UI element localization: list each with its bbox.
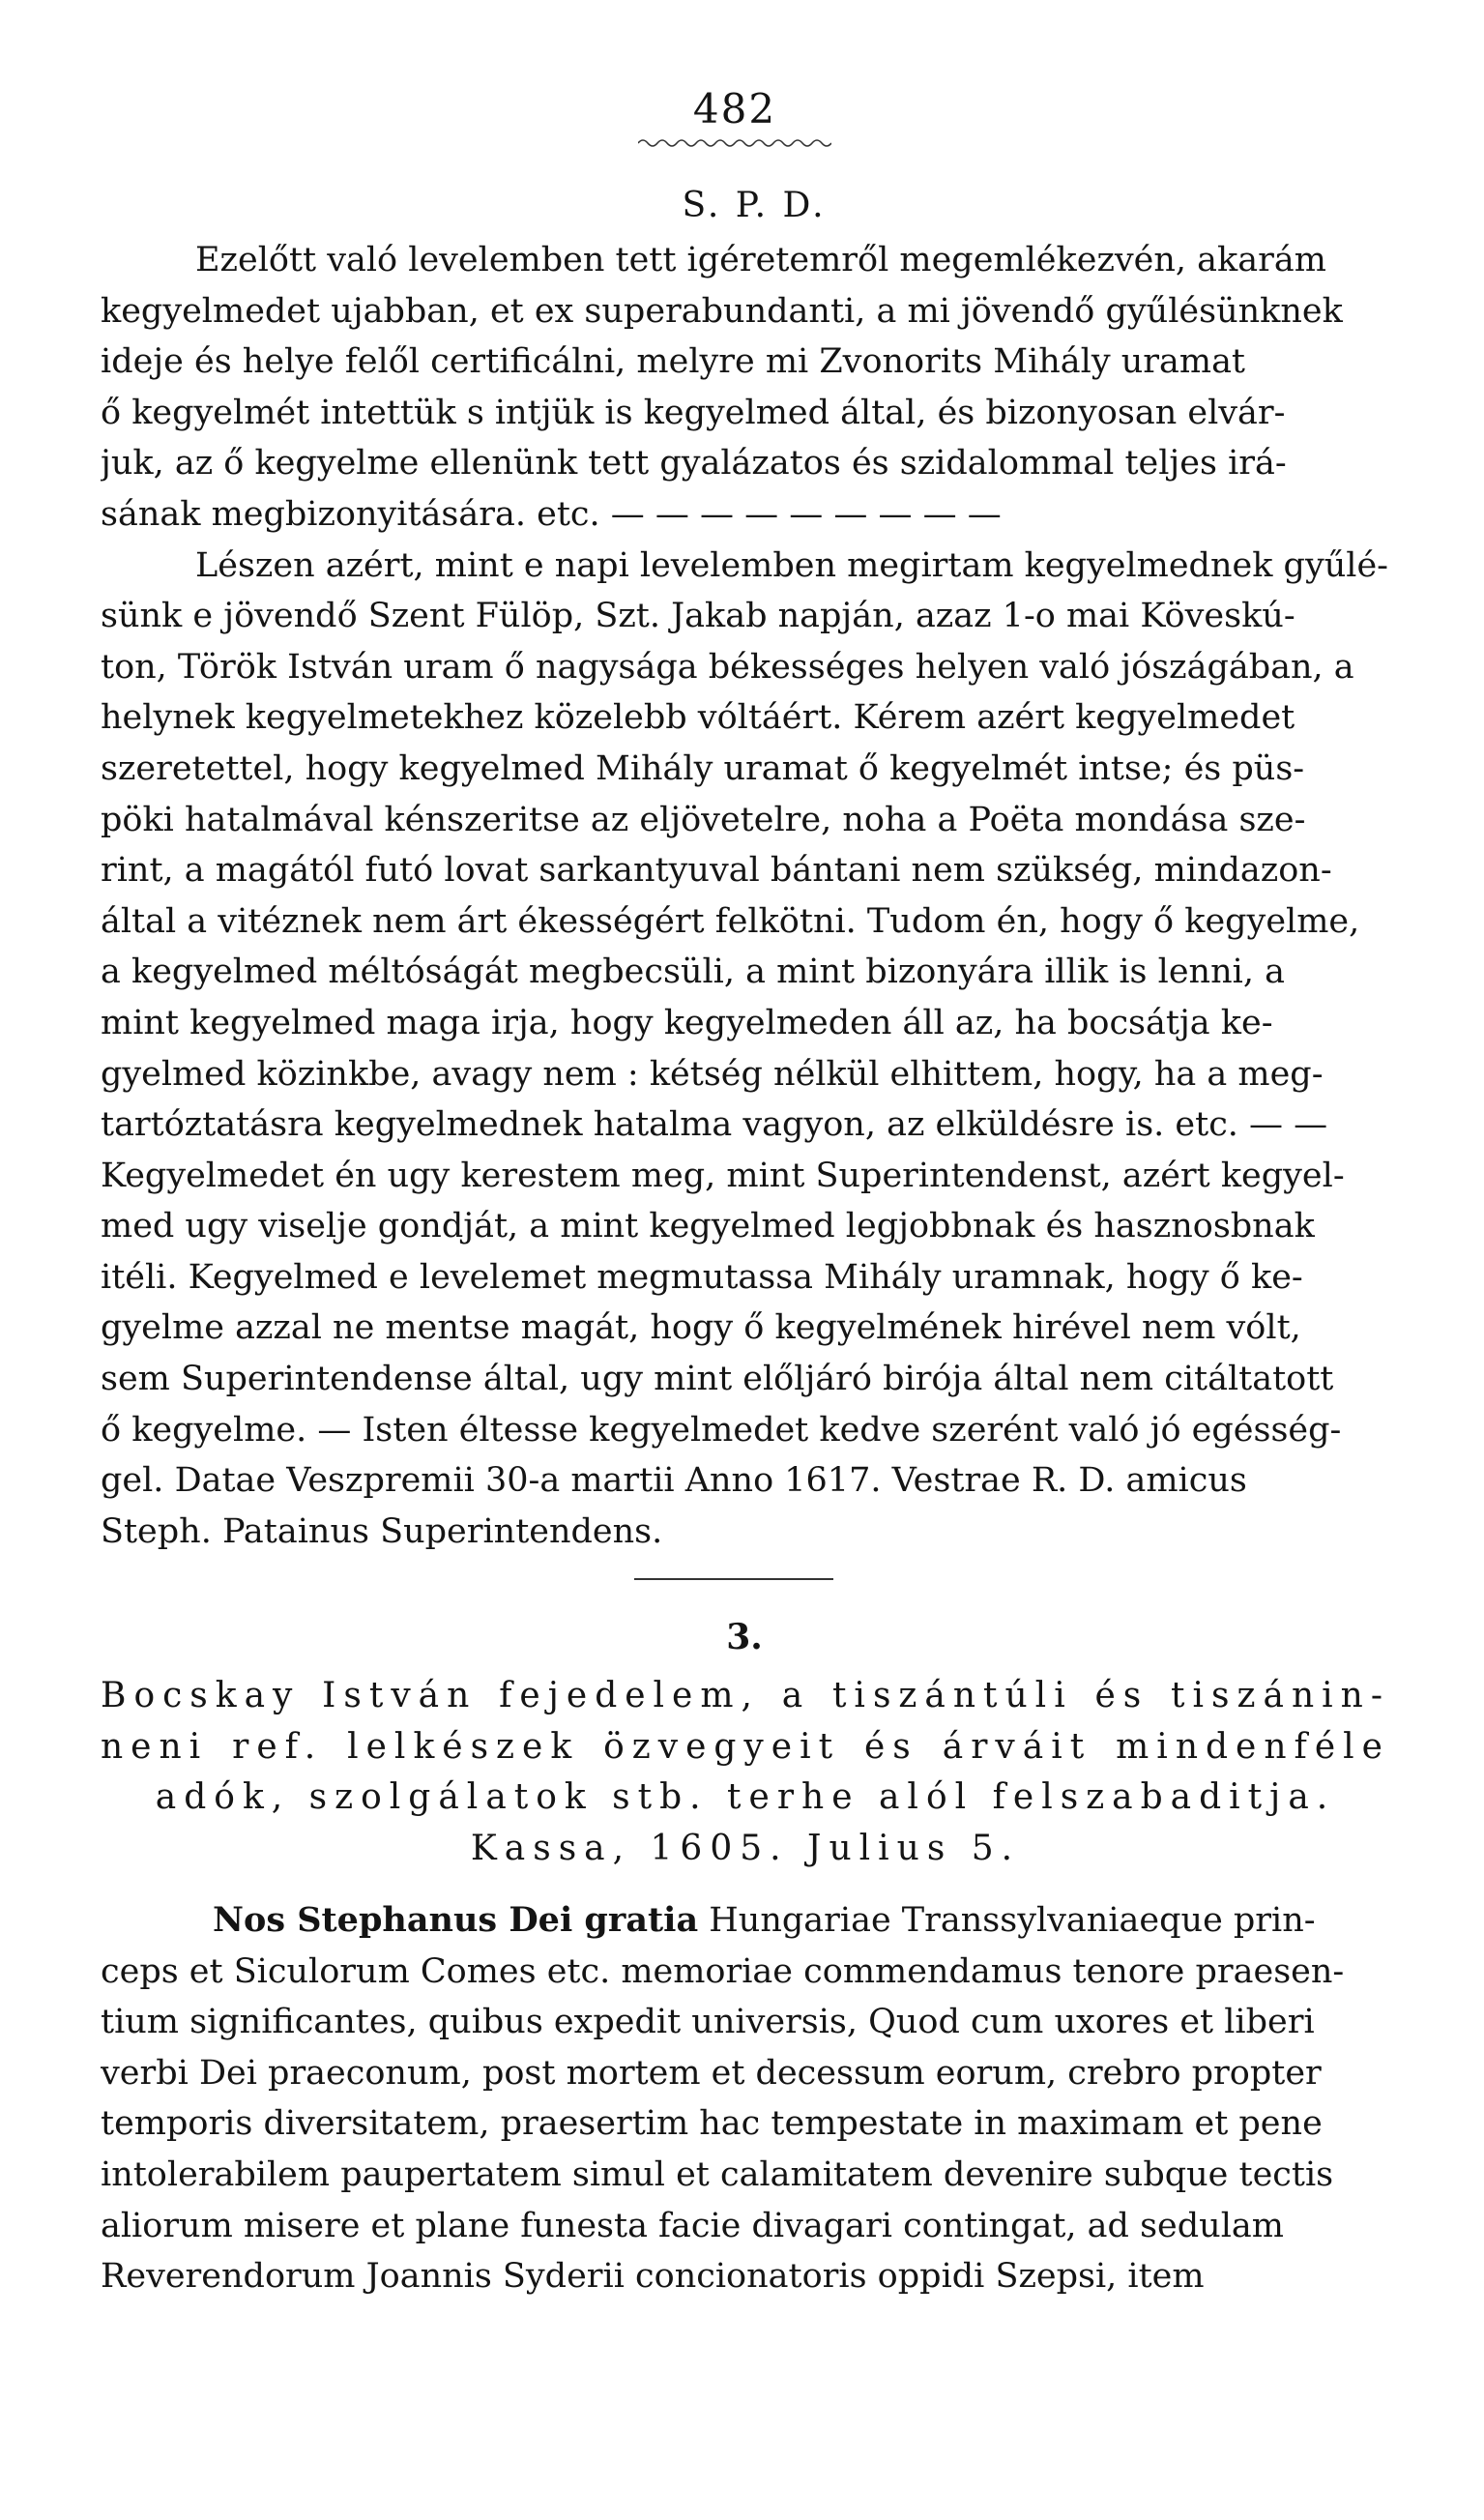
letter-line-text: Ezelőtt való levelemben tett igéretemről megemlékezvén, akarám bbox=[195, 241, 1326, 279]
section-number: 3. bbox=[726, 1617, 763, 1657]
letter-line-text: gyelme azzal ne mentse magát, hogy ő kegyelmének hirével nem vólt, bbox=[101, 1308, 1301, 1348]
letter-line-text: ő kegyelmét intettük s intjük is kegyelmed által, és bizonyosan elvár- bbox=[101, 393, 1286, 432]
charter-line: Reverendorum Joannis Syderii concionatoris oppidi Szepsi, item bbox=[101, 2257, 1205, 2297]
letter-line bbox=[101, 1455, 1390, 1507]
letter-line bbox=[101, 692, 1390, 744]
letter-line-text: gyelmed közinkbe, avagy nem : kétség nélkül elhittem, hogy, ha a meg- bbox=[101, 1054, 1324, 1094]
letter-line bbox=[101, 845, 1390, 896]
charter-line: ceps et Siculorum Comes etc. memoriae commendamus tenore praesen- bbox=[101, 1951, 1345, 1991]
letter-line bbox=[101, 1405, 1390, 1456]
letter-line-text: sának megbizonyitására. etc. — — — — — — — — — bbox=[101, 494, 1002, 534]
separator-rule bbox=[634, 1578, 833, 1580]
letter-line bbox=[101, 489, 1390, 541]
letter-line-text: mint kegyelmed maga irja, hogy kegyelmeden áll az, ha bocsátja ke- bbox=[101, 1003, 1273, 1042]
charter-line: tium significantes, quibus expedit universis, Quod cum uxores et liberi bbox=[101, 2003, 1315, 2042]
charter-line: temporis diversitatem, praesertim hac tempestate in maximam et pene bbox=[101, 2104, 1323, 2144]
letter-line bbox=[101, 286, 1390, 337]
salutation: S. P. D. bbox=[682, 186, 827, 225]
charter-line: verbi Dei praeconum, post mortem et decessum eorum, crebro propter bbox=[101, 2053, 1322, 2093]
charter-line: intolerabilem paupertatem simul et calamitatem devenire subque tectis bbox=[101, 2154, 1334, 2194]
letter-line bbox=[101, 1049, 1390, 1100]
letter-line-text: által a vitéznek nem árt ékességért felkötni. Tudom én, hogy ő kegyelme, bbox=[101, 901, 1360, 941]
letter-line-text: pöki hatalmával kénszeritse az eljövetelre, noha a Poëta mondása sze- bbox=[101, 800, 1306, 839]
letter-line bbox=[101, 541, 1390, 592]
letter-line-text: gel. Datae Veszpremii 30-a martii Anno 1617. Vestrae R. D. amicus bbox=[101, 1461, 1247, 1501]
letter-line bbox=[101, 1303, 1390, 1354]
letter-line-text: ő kegyelme. — Isten éltesse kegyelmedet kedve szerént való jó egésség- bbox=[101, 1410, 1342, 1450]
letter-line-text: rint, a magától futó lovat sarkantyuval bántani nem szükség, mindazon- bbox=[101, 851, 1332, 891]
charter-line-rest: Hungariae Transsylvaniaeque prin- bbox=[698, 1901, 1316, 1940]
letter-line bbox=[101, 337, 1390, 388]
letter-line bbox=[101, 1354, 1390, 1405]
section-title-line: Kassa, 1605. Julius 5. bbox=[470, 1828, 1021, 1868]
letter-line-text: a kegyelmed méltóságát megbecsüli, a mint bizonyára illik is lenni, a bbox=[101, 952, 1285, 992]
letter-line bbox=[101, 795, 1390, 846]
letter-line-text: szeretettel, hogy kegyelmed Mihály uramat ő kegyelmét intse; és püs- bbox=[101, 748, 1305, 788]
section-title-line: neni ref. lelkészek özvegyeit és árváit mindenféle bbox=[101, 1726, 1390, 1767]
letter-line-text: Lészen azért, mint e napi levelemben megirtam kegyelmednek gyűlé- bbox=[195, 545, 1388, 585]
letter-line bbox=[101, 1252, 1390, 1304]
page-number: 482 bbox=[692, 85, 777, 132]
letter-line-text: sünk e jövendő Szent Fülöp, Szt. Jakab napján, azaz 1-o mai Köveskú- bbox=[101, 597, 1295, 636]
letter-line-text: med ugy viselje gondját, a mint kegyelmed legjobbnak és hasznosbnak bbox=[101, 1207, 1315, 1246]
letter-line-text: kegyelmedet ujabban, et ex superabundanti, a mi jövendő gyűlésünknek bbox=[101, 291, 1343, 331]
letter-line-text: sem Superintendense által, ugy mint előljáró birója által nem citáltatott bbox=[101, 1360, 1334, 1399]
charter-line: aliorum misere et plane funesta facie divagari contingat, ad sedulam bbox=[101, 2206, 1284, 2245]
letter-line bbox=[101, 1099, 1390, 1151]
section-title-line: adók, szolgálatok stb. terhe alól felszabaditja. bbox=[155, 1777, 1336, 1818]
letter-line bbox=[101, 947, 1390, 998]
charter-line bbox=[101, 1895, 1390, 1947]
letter-line bbox=[101, 1151, 1390, 1202]
charter-text bbox=[101, 1895, 1390, 2302]
letter-line-text: ideje és helye felől certificálni, melyre mi Zvonorits Mihály uramat bbox=[101, 342, 1246, 382]
letter-line bbox=[101, 235, 1390, 286]
letter-line bbox=[101, 642, 1390, 693]
letter-line bbox=[101, 1201, 1390, 1252]
letter-line-text: itéli. Kegyelmed e levelemet megmutassa Mihály uramnak, hogy ő ke- bbox=[101, 1257, 1303, 1297]
section-title-line: Bocskay István fejedelem, a tiszántúli és tiszánin- bbox=[101, 1676, 1390, 1715]
letter-line bbox=[101, 1507, 1390, 1558]
letter-line-text: ton, Török István uram ő nagysága békességes helyen való jószágában, a bbox=[101, 647, 1354, 687]
letter-line-text: juk, az ő kegyelme ellenünk tett gyalázatos és szidalommal teljes irá- bbox=[101, 444, 1287, 483]
charter-opening: Nos Stephanus Dei gratia bbox=[213, 1900, 699, 1940]
letter-line-text: Kegyelmedet én ugy kerestem meg, mint Superintendenst, azért kegyel- bbox=[101, 1156, 1345, 1195]
section-title bbox=[101, 1671, 1390, 1874]
letter-line-text: tartóztatásra kegyelmednek hatalma vagyon, az elküldésre is. etc. — — bbox=[101, 1105, 1328, 1145]
letter-line-text: helynek kegyelmetekhez közelebb vóltáért. Kérem azért kegyelmedet bbox=[101, 698, 1295, 738]
wavy-ornament-icon bbox=[638, 135, 831, 151]
letter-text bbox=[101, 235, 1390, 1557]
letter-line bbox=[101, 896, 1390, 948]
letter-line bbox=[101, 998, 1390, 1049]
letter-line bbox=[101, 388, 1390, 439]
letter-line bbox=[101, 744, 1390, 795]
letter-line-text: Steph. Patainus Superintendens. bbox=[101, 1511, 663, 1551]
letter-line bbox=[101, 438, 1390, 489]
letter-line bbox=[101, 591, 1390, 642]
